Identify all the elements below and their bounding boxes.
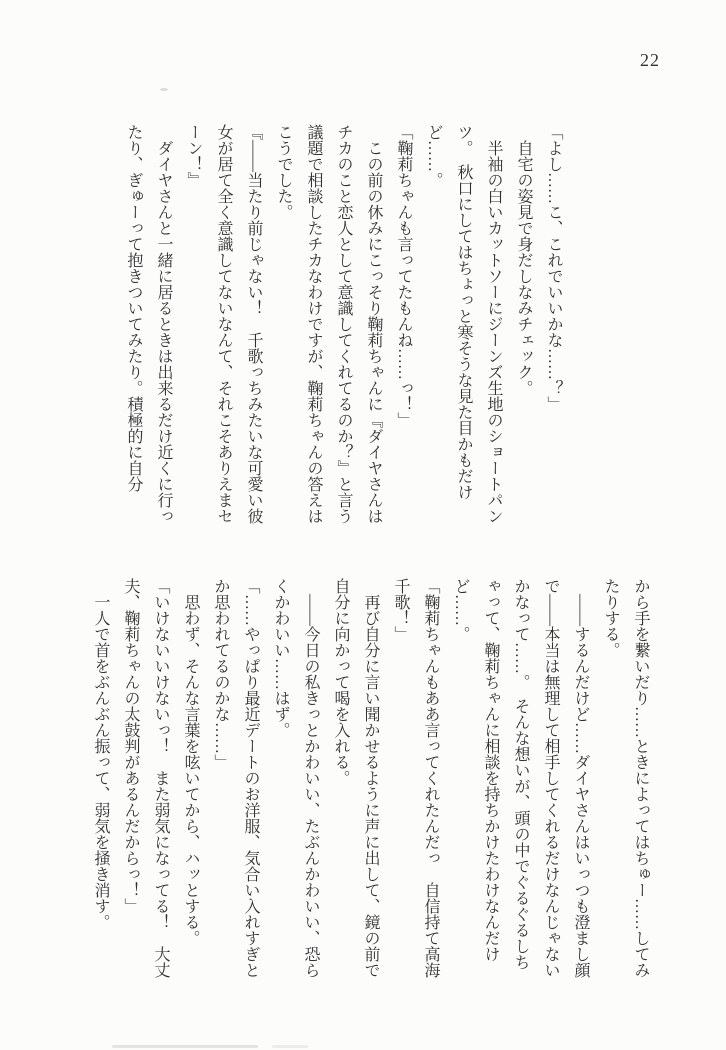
paragraph: 「鞠莉ちゃんも言ってたもんね……っ！」 bbox=[395, 124, 412, 428]
paragraph: 「よし……こ、これでいいかな……？」 bbox=[545, 124, 562, 412]
paragraph: ――今日の私きっとかわいい、たぶんかわいい、恐らくかわいい……はず。 bbox=[272, 578, 319, 978]
paragraph: 『――当たり前じゃない！ 千歌っちみたいな可愛い彼女が居て全く意識してないなんて、それこそありえまセーン！』 bbox=[185, 124, 262, 524]
scan-artifact-dot bbox=[160, 88, 168, 91]
upper-text-block bbox=[116, 124, 568, 524]
paragraph: 思わず、そんな言葉を呟いてから、ハッとする。 bbox=[182, 594, 199, 946]
scan-artifact-smudge bbox=[112, 1045, 258, 1048]
scan-artifact-smudge bbox=[272, 1045, 308, 1048]
paragraph: 自宅の姿見で身だしなみチェック。 bbox=[515, 140, 532, 396]
paragraph: この前の休みにこっそり鞠莉ちゃんに『ダイヤさんはチカのこと恋人として意識してくれてるのか？』と言う議題で相談したチカなわけですが、鞠莉ちゃんの答えはこうでした。 bbox=[275, 124, 382, 524]
paragraph: 一人で首をぶんぶん振って、弱気を掻き消す。 bbox=[92, 594, 109, 930]
paragraph: ダイヤさんと一緒に居るときは出来るだけ近くに行ったり、ぎゅーって抱きついてみたり。積極的に自分 bbox=[125, 124, 172, 524]
paragraph: から手を繋いだり……ときによってはちゅー……してみたりする。 bbox=[602, 578, 649, 978]
paragraph: 「鞠莉ちゃんもああ言ってくれたんだっ 自信持て高海千歌！」 bbox=[392, 578, 439, 978]
paragraph: 半袖の白いカットソーにジーンズ生地のショートパンツ。 秋口にしてはちょっと寒そうな見た目かもだけど……。 bbox=[425, 124, 502, 524]
paragraph: 再び自分に言い聞かせるように声に出して、鏡の前で自分に向かって喝を入れる。 bbox=[332, 578, 379, 978]
paragraph: ――するんだけど……ダイヤさんはいっつも澄まし顔で――本当は無理して相手してくれるだけなんじゃないかなって……。 そんな想いが、頭の中でぐるぐるしちゃって、鞠莉ちゃんに相談を持ちかけたわけなんだけど……。 bbox=[452, 578, 589, 978]
paragraph: 「……やっぱり最近デートのお洋服、気合い入れすぎとか思われてるのかな……」 bbox=[212, 578, 259, 978]
page-number: 22 bbox=[640, 50, 660, 70]
lower-text-block bbox=[83, 578, 655, 978]
paragraph: 「いけないいけないっ！ また弱気になってる！ 大丈夫、鞠莉ちゃんの太鼓判があるんだからっ！」 bbox=[122, 578, 169, 978]
